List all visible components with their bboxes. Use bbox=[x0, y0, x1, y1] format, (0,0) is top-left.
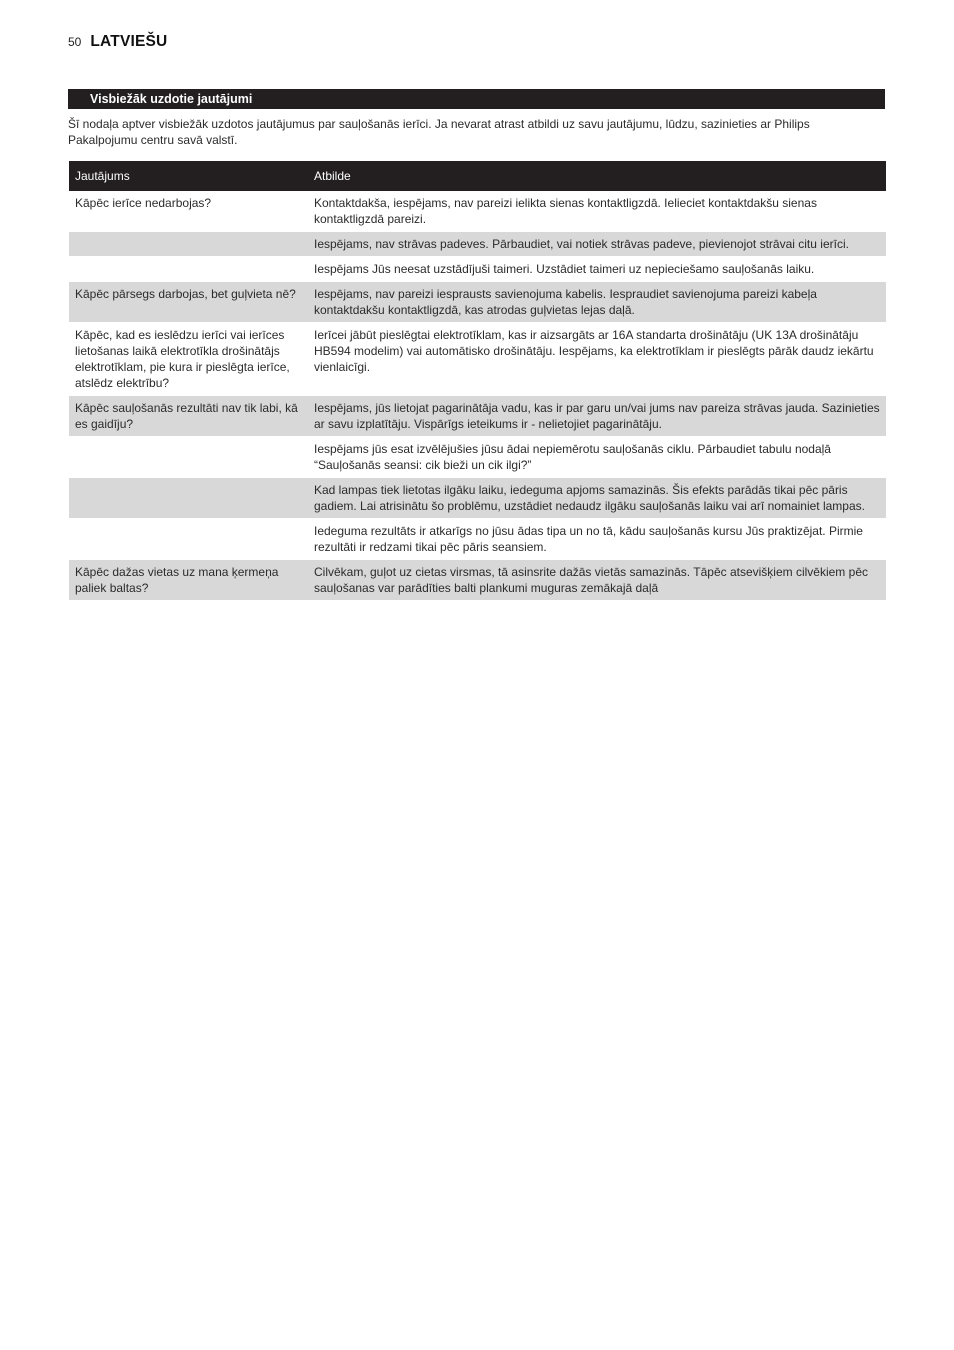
table-row bbox=[69, 191, 886, 232]
question-cell: Kāpēc, kad es ieslēdzu ierīci vai ierīces lietošanas laikā elektrotīkla drošinātājs elektrotīklam, pie kura ir pieslēgta ierīce, atslēdz elektrību? bbox=[69, 323, 308, 396]
page-header bbox=[68, 33, 167, 51]
answer-cell: Ierīcei jābūt pieslēgtai elektrotīklam, kas ir aizsargāts ar 16A standarta drošinātāju (UK 13A drošinātāju HB594 modelim) vai automātisko drošinātāju. Iespējams, ka elektrotīklam ir pieslēgts pārāk daudz iekārtu vienlaicīgi. bbox=[308, 323, 886, 396]
answer-cell: Iedeguma rezultāts ir atkarīgs no jūsu ādas tipa un no tā, kādu sauļošanās kursu Jūs praktizējat. Pirmie rezultāti ir redzami tikai pēc pāris seansiem. bbox=[308, 519, 886, 560]
column-header-question: Jautājums bbox=[69, 161, 308, 191]
question-cell: Kāpēc dažas vietas uz mana ķermeņa paliek baltas? bbox=[69, 560, 308, 601]
answer-cell: Iespējams, nav strāvas padeves. Pārbaudiet, vai notiek strāvas padeve, pievienojot strāvai citu ierīci. bbox=[308, 232, 886, 257]
question-cell bbox=[69, 519, 308, 560]
table-row bbox=[69, 560, 886, 601]
page-number: 50 bbox=[68, 35, 82, 49]
question-cell bbox=[69, 232, 308, 257]
table-header-row bbox=[69, 161, 886, 191]
table-row bbox=[69, 478, 886, 519]
answer-cell: Iespējams, jūs lietojat pagarinātāja vadu, kas ir par garu un/vai jums nav pareiza strāvas jauda. Sazinieties ar savu izplatītāju. Vispārīgs ieteikums ir - nelietojiet pagarinātāju. bbox=[308, 396, 886, 437]
language-heading: LATVIEŠU bbox=[90, 33, 168, 50]
question-cell bbox=[69, 478, 308, 519]
question-cell bbox=[69, 257, 308, 282]
answer-cell: Iespējams Jūs neesat uzstādījuši taimeri. Uzstādiet taimeri uz nepieciešamo sauļošanās laiku. bbox=[308, 257, 886, 282]
intro-paragraph: Šī nodaļa aptver visbiežāk uzdotos jautājumus par sauļošanās ierīci. Ja nevarat atrast atbildi uz savu jautājumu, lūdzu, sazinieties ar Philips Pakalpojumu centru savā valstī. bbox=[68, 117, 810, 147]
answer-cell: Kontaktdakša, iespējams, nav pareizi ielikta sienas kontaktligzdā. Ielieciet kontaktdakšu sienas kontaktligzdā pareizi. bbox=[308, 191, 886, 232]
table-row bbox=[69, 437, 886, 478]
answer-cell: Iespējams, nav pareizi iesprausts savienojuma kabelis. Iespraudiet savienojuma pareizi kabeļa kontaktdakšu kontaktligzdā, kas atrodas guļvietas lejas daļā. bbox=[308, 282, 886, 323]
column-header-answer: Atbilde bbox=[308, 161, 886, 191]
section-title: Visbiežāk uzdotie jautājumi bbox=[68, 89, 885, 109]
table-row bbox=[69, 519, 886, 560]
table-row bbox=[69, 323, 886, 396]
answer-cell: Iespējams jūs esat izvēlējušies jūsu ādai nepiemērotu sauļošanās ciklu. Pārbaudiet tabulu nodaļā “Sauļošanās seansi: cik bieži un cik ilgi?” bbox=[308, 437, 886, 478]
table-row bbox=[69, 396, 886, 437]
table-row bbox=[69, 282, 886, 323]
question-cell: Kāpēc ierīce nedarbojas? bbox=[69, 191, 308, 232]
question-cell bbox=[69, 437, 308, 478]
question-cell: Kāpēc sauļošanās rezultāti nav tik labi, kā es gaidīju? bbox=[69, 396, 308, 437]
faq-table bbox=[69, 161, 886, 601]
answer-cell: Kad lampas tiek lietotas ilgāku laiku, iedeguma apjoms samazinās. Šis efekts parādās tikai pēc pāris gadiem. Lai atrisinātu šo problēmu, uzstādiet nedaudz ilgāku sauļošanās laiku vai arī nomainiet lampas. bbox=[308, 478, 886, 519]
answer-cell: Cilvēkam, guļot uz cietas virsmas, tā asinsrite dažās vietās samazinās. Tāpēc atsevišķiem cilvēkiem pēc sauļošanas var parādīties balti plankumi muguras zemākajā daļā bbox=[308, 560, 886, 601]
table-row bbox=[69, 257, 886, 282]
question-cell: Kāpēc pārsegs darbojas, bet guļvieta nē? bbox=[69, 282, 308, 323]
table-row bbox=[69, 232, 886, 257]
